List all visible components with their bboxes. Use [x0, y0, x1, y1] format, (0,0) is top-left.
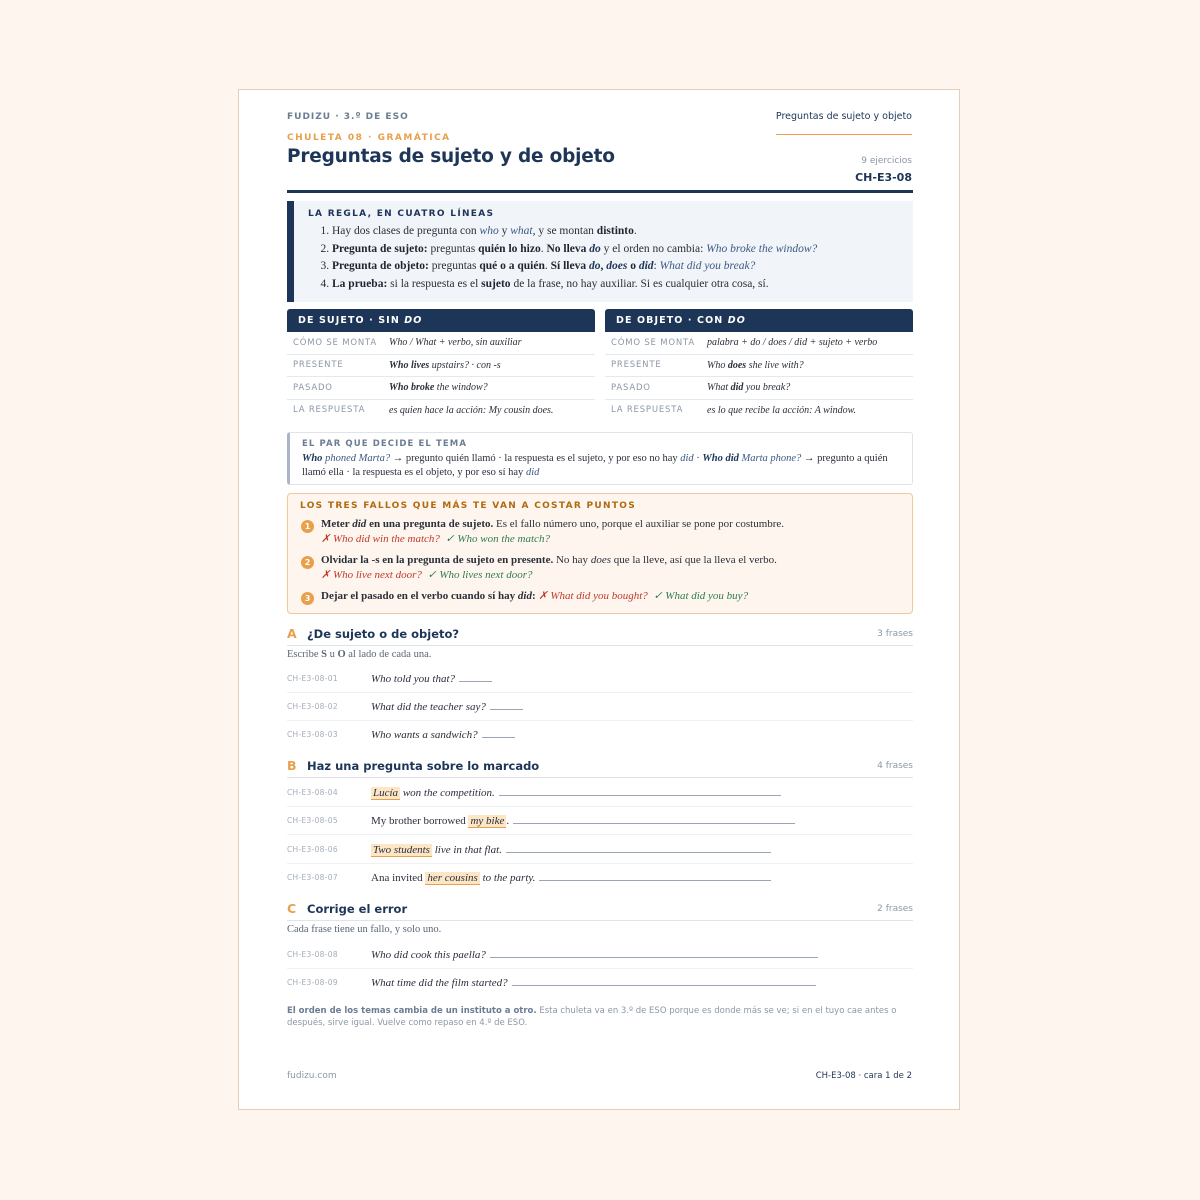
table-row — [287, 355, 595, 378]
question-id: CH-E3-08-02 — [287, 702, 338, 711]
section-letter: B — [287, 758, 297, 773]
question-row — [287, 778, 913, 807]
answer-blank[interactable] — [499, 785, 781, 796]
table-row — [287, 332, 595, 355]
row-key: PASADO — [293, 382, 333, 393]
question-text-wrap — [371, 870, 771, 884]
table-row — [605, 355, 913, 378]
question-text: Who wants a sandwich? — [371, 729, 478, 741]
table-row — [287, 377, 595, 400]
question-id: CH-E3-08-06 — [287, 845, 338, 854]
worksheet-page — [238, 89, 960, 1110]
note-text: Esta chuleta va en 3.º de ESO porque es donde más se ve; si en el tuyo cae antes o después, sirve igual. Vuelve como repaso en 4.º de ESO. — [287, 1006, 897, 1028]
key-pair-box — [287, 432, 913, 485]
table-row — [287, 400, 595, 422]
error-number-badge: 3 — [301, 592, 314, 605]
object-table-header: DE OBJETO · CON DO — [605, 309, 913, 332]
question-text: Who told you that? — [371, 673, 456, 685]
row-value: Who / What + verbo, sin auxiliar — [389, 337, 522, 349]
kicker-label: CHULETA 08 · GRAMÁTICA — [287, 133, 451, 143]
row-key: LA RESPUESTA — [293, 405, 366, 416]
error-item — [300, 553, 912, 583]
question-id: CH-E3-08-07 — [287, 873, 338, 882]
question-row — [287, 968, 913, 996]
error-number-badge: 1 — [301, 520, 314, 533]
row-key: LA RESPUESTA — [611, 405, 684, 416]
rule-box — [287, 201, 913, 302]
rule-item: 1. Hay dos clases de pregunta con who y what, y se montan distinto. — [332, 223, 913, 241]
question-text: live in that flat. — [434, 844, 502, 856]
table-row — [605, 332, 913, 355]
rule-list — [308, 223, 913, 293]
question-text: Who did cook this paella? — [371, 949, 486, 961]
section-b-header — [287, 755, 913, 778]
rule-item: 3. Pregunta de objeto: preguntas qué o a quién. Sí lleva do, does o did: What did you break? — [332, 258, 913, 276]
row-key: PASADO — [611, 382, 651, 393]
answer-blank[interactable] — [506, 842, 771, 853]
question-text-end: to the party. — [482, 872, 536, 884]
row-value: palabra + do / does / did + sujeto + verbo — [707, 337, 878, 349]
question-text: What time did the film started? — [371, 977, 508, 989]
row-value: Who does she live with? — [707, 359, 804, 371]
question-id: CH-E3-08-09 — [287, 978, 338, 987]
subject-table-header: DE SUJETO · SIN DO — [287, 309, 595, 332]
question-text: won the competition. — [402, 787, 495, 799]
marked-word: Lucía — [373, 787, 399, 799]
section-count: 4 frases — [877, 761, 913, 771]
section-letter: A — [287, 626, 297, 641]
question-row — [287, 863, 913, 891]
question-text-wrap — [371, 842, 771, 856]
sheet-code: CH-E3-08 — [855, 171, 912, 184]
question-text-wrap — [371, 813, 795, 827]
marked-word: her cousins — [427, 872, 478, 884]
question-id: CH-E3-08-04 — [287, 788, 338, 797]
error-item — [300, 589, 912, 604]
section-title: ¿De sujeto o de objeto? — [307, 627, 460, 641]
row-value: What did you break? — [707, 382, 791, 394]
rule-item: 4. La prueba: si la respuesta es el sujeto de la frase, no hay auxiliar. Si es cualquier otra cosa, sí. — [332, 276, 913, 294]
rule-heading: LA REGLA, EN CUATRO LÍNEAS — [308, 209, 495, 219]
question-row — [287, 664, 913, 693]
common-errors-box — [287, 493, 913, 614]
topic-label: Preguntas de sujeto y objeto — [776, 111, 912, 135]
question-text-wrap — [371, 947, 818, 961]
row-key: CÓMO SE MONTA — [611, 337, 695, 348]
section-a-instruction: Escribe S u O al lado de cada una. — [287, 649, 432, 660]
answer-blank[interactable] — [459, 671, 492, 682]
answer-blank[interactable] — [482, 727, 515, 738]
question-text-wrap — [371, 785, 781, 799]
section-a-header — [287, 623, 913, 646]
question-text-wrap — [371, 727, 515, 741]
brand-label: FUDIZU · 3.º DE ESO — [287, 112, 409, 122]
question-id: CH-E3-08-05 — [287, 816, 338, 825]
answer-blank[interactable] — [512, 975, 816, 986]
marked-word: Two students — [373, 844, 430, 856]
table-row — [605, 377, 913, 400]
error-item — [300, 517, 912, 547]
question-row — [287, 692, 913, 721]
subject-question-table — [287, 309, 595, 421]
section-c-instruction: Cada frase tiene un fallo, y solo uno. — [287, 924, 442, 935]
error-text: Dejar el pasado en el verbo cuando sí hay did: ✗ What did you bought? ✓ What did you buy? — [321, 590, 749, 602]
question-id: CH-E3-08-03 — [287, 730, 338, 739]
rule-item: 2. Pregunta de sujeto: preguntas quién lo hizo. No lleva do y el orden no cambia: Who broke the window? — [332, 241, 913, 259]
section-c-header — [287, 898, 913, 921]
question-row — [287, 806, 913, 835]
error-text: Olvidar la -s en la pregunta de sujeto en presente. No hay does que la lleve, así que la lleva el verbo. ✗ Who live next door? ✓ Who lives next door? — [321, 554, 777, 581]
errors-heading: LOS TRES FALLOS QUE MÁS TE VAN A COSTAR PUNTOS — [300, 501, 637, 511]
question-row — [287, 720, 913, 748]
question-row — [287, 835, 913, 864]
question-text-wrap — [371, 699, 523, 713]
section-title: Corrige el error — [307, 902, 408, 916]
error-text: Meter did en una pregunta de sujeto. Es el fallo número uno, porque el auxiliar se pone por costumbre. ✗ Who did win the match? ✓ Who won the match? — [321, 518, 785, 545]
footer-site: fudizu.com — [287, 1071, 337, 1081]
row-value: es lo que recibe la acción: A window. — [707, 404, 857, 416]
row-value: Who lives upstairs? · con -s — [389, 359, 501, 371]
question-text-wrap — [371, 975, 816, 989]
question-row — [287, 940, 913, 969]
row-key: PRESENTE — [611, 360, 662, 371]
row-key: PRESENTE — [293, 360, 344, 371]
row-key: CÓMO SE MONTA — [293, 337, 377, 348]
section-title: Haz una pregunta sobre lo marcado — [307, 759, 540, 773]
table-row — [605, 400, 913, 422]
question-text: What did the teacher say? — [371, 701, 486, 713]
question-text-end: . — [506, 815, 510, 827]
question-id: CH-E3-08-08 — [287, 950, 338, 959]
row-value: es quien hace la acción: My cousin does. — [389, 404, 554, 416]
section-letter: C — [287, 901, 297, 916]
section-count: 3 frases — [877, 629, 913, 639]
page-title: Preguntas de sujeto y de objeto — [287, 146, 615, 167]
object-question-table — [605, 309, 913, 421]
question-id: CH-E3-08-01 — [287, 674, 338, 683]
exercise-count: 9 ejercicios — [861, 156, 912, 166]
question-text: My brother borrowed — [371, 815, 466, 827]
section-count: 2 frases — [877, 904, 913, 914]
answer-blank[interactable] — [513, 813, 795, 824]
marked-word: my bike — [470, 815, 505, 827]
question-text-wrap — [371, 671, 492, 685]
curriculum-note — [287, 1005, 913, 1029]
note-bold: El orden de los temas cambia de un instituto a otro. — [287, 1006, 537, 1016]
footer-page: CH-E3-08 · cara 1 de 2 — [815, 1071, 912, 1081]
answer-blank[interactable] — [490, 699, 523, 710]
answer-blank[interactable] — [490, 947, 818, 958]
pair-text: Who phoned Marta? → pregunto quién llamó · la respuesta es el sujeto, y por eso no hay did · Who did Marta phone? → pregunto a quién llamó ella · la respuesta es el objeto, y por eso sí hay did — [302, 453, 888, 478]
error-number-badge: 2 — [301, 556, 314, 569]
pair-heading: EL PAR QUE DECIDE EL TEMA — [302, 439, 468, 449]
row-value: Who broke the window? — [389, 382, 488, 394]
answer-blank[interactable] — [539, 870, 771, 881]
question-text: Ana invited — [371, 872, 423, 884]
header-divider — [287, 190, 913, 193]
